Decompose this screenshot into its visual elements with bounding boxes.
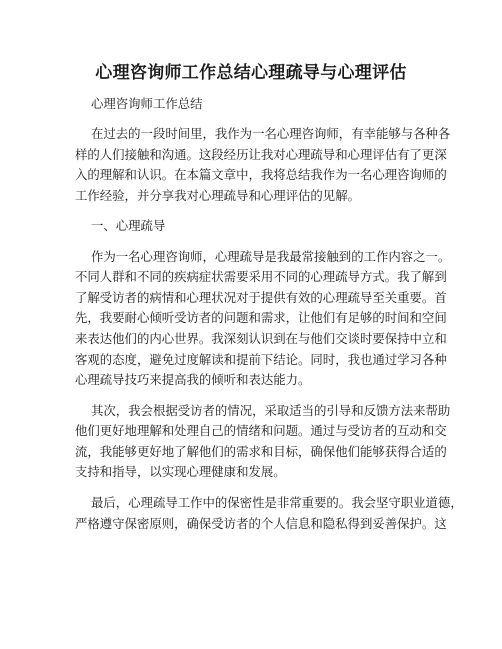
paragraph-line: 样的人们接触和沟通。这段经历让我对心理疏导和心理评估有了更深 <box>75 147 447 162</box>
paragraph-line: 不同人群和不同的疾病症状需要采用不同的心理疏导方式。我了解到 <box>75 269 447 284</box>
paragraph-line: 在过去的一段时间里，我作为一名心理咨询师，有幸能够与各种各 <box>91 126 451 141</box>
paragraph-line: 他们更好地理解和处理自己的情绪和问题。通过与受访者的互动和交 <box>75 423 447 438</box>
paragraph-line: 了解受访者的病情和心理状况对于提供有效的心理疏导至关重要。首 <box>75 290 447 305</box>
paragraph-line: 工作经验，并分享我对心理疏导和心理评估的见解。 <box>75 188 360 203</box>
paragraph-line: 入的理解和认识。在本篇文章中，我将总结我作为一名心理咨询师的 <box>75 167 447 182</box>
document-title: 心理咨询师工作总结心理疏导与心理评估 <box>95 63 407 83</box>
paragraph-line: 来表达他们的内心世界。我深刻认识到在与他们交谈时要保持中立和 <box>75 331 447 346</box>
section-heading: 一、心理疏导 <box>91 218 166 233</box>
paragraph-line: 支持和指导，以实现心理健康和发展。 <box>75 464 286 479</box>
paragraph-line: 严格遵守保密原则，确保受访者的个人信息和隐私得到妥善保护。这 <box>75 516 447 531</box>
paragraph-line: 最后，心理疏导工作中的保密性是非常重要的。我会坚守职业道德， <box>91 495 463 510</box>
paragraph-line: 流，我能够更好地了解他们的需求和目标，确保他们能够获得合适的 <box>75 444 447 459</box>
paragraph-line: 其次，我会根据受访者的情况，采取适当的引导和反馈方法来帮助 <box>91 403 451 418</box>
paragraph-line: 先，我要耐心倾听受访者的问题和需求，让他们有足够的时间和空间 <box>75 310 447 325</box>
paragraph-line: 心理疏导技巧来提高我的倾听和表达能力。 <box>75 372 311 387</box>
paragraph-line: 作为一名心理咨询师，心理疏导是我最常接触到的工作内容之一。 <box>91 249 451 264</box>
paragraph-line: 客观的态度，避免过度解读和提前下结论。同时，我也通过学习各种 <box>75 352 447 367</box>
document-subtitle: 心理咨询师工作总结 <box>91 96 203 111</box>
